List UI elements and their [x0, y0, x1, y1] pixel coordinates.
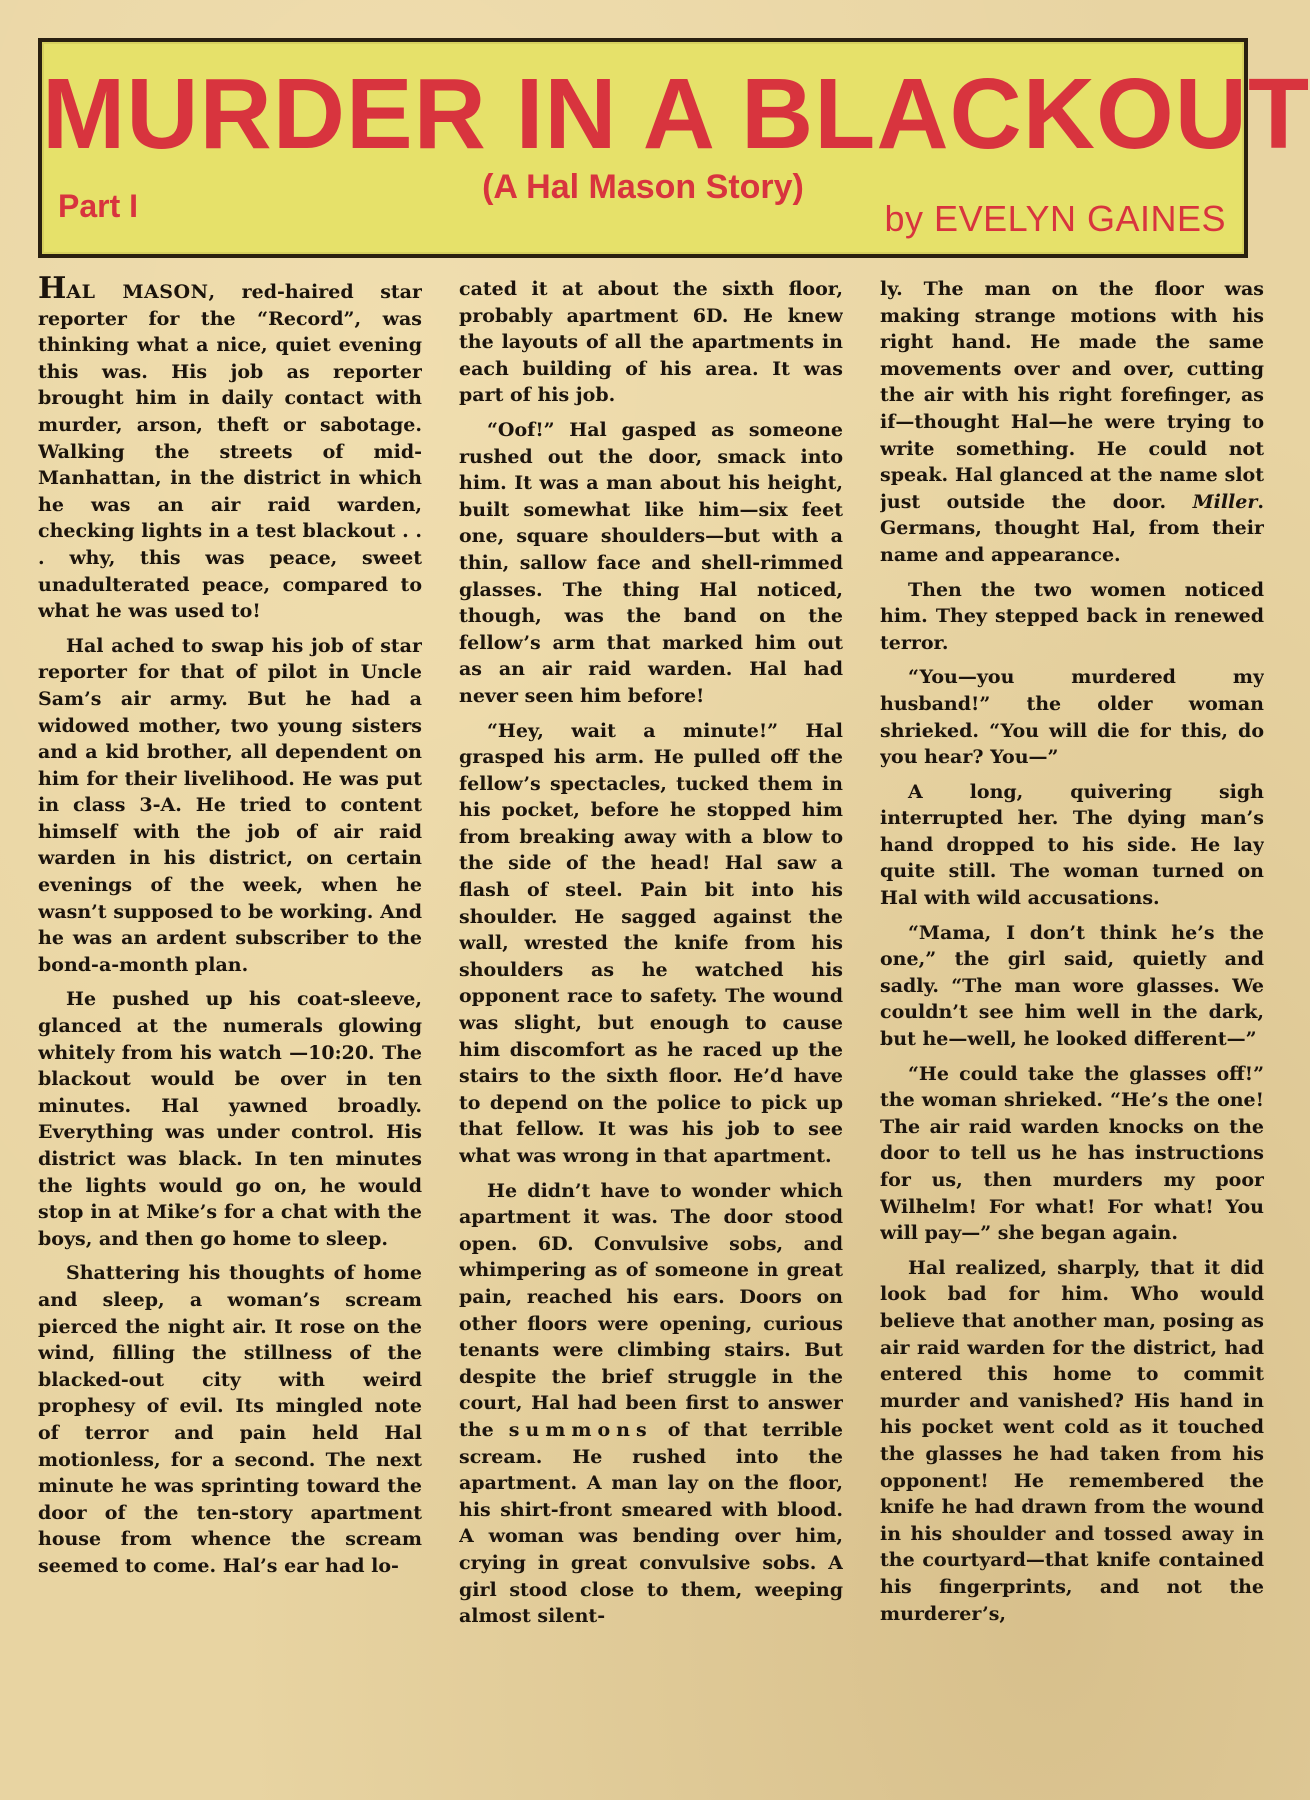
- column-1: [38, 276, 422, 1756]
- column-2: [459, 276, 843, 1756]
- paragraph: [38, 276, 422, 625]
- paragraph-text: ly. The man on the floor was making strange motions with his right hand. He made the same movements over and over, cutting the air with his right forefinger, as if—thought Hal—he were trying to write something. He could not speak. Hal glanced at the name slot just outside the door.: [880, 278, 1264, 513]
- paragraph-text: . Germans, thought Hal, from their name and appearance.: [880, 490, 1264, 566]
- paragraph: [459, 1178, 843, 1630]
- paragraph-text: , red-haired star reporter for the “Record”, was thinking what a nice, quiet evening this was. His job as reporter brought him in daily contact with murder, arson, theft or sabotage. Walking the streets of mid-Manhattan, in the district in which he was an air raid warden, checking lights in a test blackout . . . why, this was peace, sweet unadulterated peace, compared to what he was used to!: [38, 281, 422, 623]
- paragraph: He pushed up his coat-sleeve, glanced at the numerals glowing whitely from his watch —10:20. The blackout would be over in ten minutes. Hal yawned broadly. Everything was under control. His district was black. In ten minutes the lights would go on, he would stop in at Mike’s for a chat with the boys, and then go home to sleep.: [38, 988, 422, 1250]
- author-byline: by EVELYN GAINES: [884, 198, 1226, 239]
- paragraph: Hal ached to swap his job of star reporter for that of pilot in Uncle Sam’s air army. But he had a widowed mother, two young sisters and a kid brother, all dependent on him for their livelihood. He was put in class 3-A. He tried to content himself with the job of air raid warden in his district, on certain evenings of the week, when he wasn’t supposed to be working. And he was an ardent subscriber to the bond-a-month plan.: [38, 634, 422, 976]
- story-title: MURDER IN A BLACKOUT: [42, 58, 1310, 170]
- paragraph: “He could take the glasses off!” the woman shrieked. “He’s the one! The air raid warden knocks on the door to tell us he has instructions for us, then murders my poor Wilhelm! For what! For what! You will pay—” she began again.: [880, 1062, 1264, 1245]
- lead-in-name: AL MASON: [66, 281, 209, 303]
- paragraph: “You—you murdered my husband!” the older woman shrieked. “You will die for this, do you hear? You—”: [880, 666, 1264, 769]
- drop-cap: H: [38, 276, 67, 306]
- paragraph: “Oof!” Hal gasped as someone rushed out the door, smack into him. It was a man about his height, built somewhat like him—six feet one, square shoulders—but with a thin, sallow face and shell-rimmed glasses. The thing Hal noticed, though, was the band on the fellow’s arm that marked him out as an air raid warden. Hal had never seen him before!: [459, 418, 843, 707]
- paragraph: Hal realized, sharply, that it did look bad for him. Who would believe that another man, posing as air raid warden for the district, had entered this home to commit murder and vanished? His hand in his pocket went cold as it touched the glasses he had taken from his opponent! He remembered the knife he had drawn from the wound in his shoulder and tossed away in the courtyard—that knife contained his fingerprints, and not the murderer’s,: [880, 1256, 1264, 1625]
- paragraph: [880, 276, 1264, 569]
- column-3: [880, 276, 1264, 1756]
- paragraph: Shattering his thoughts of home and sleep, a woman’s scream pierced the night air. It rose on the wind, filling the stillness of the blacked-out city with weird prophesy of evil. Its mingled note of terror and pain held Hal motionless, for a second. The next minute he was sprinting toward the door of the ten-story apartment house from whence the scream seemed to come. Hal’s ear had lo-: [38, 1262, 422, 1577]
- paragraph: cated it at about the sixth floor, probably apartment 6D. He knew the layouts of all the apartments in each building of his area. It was part of his job.: [459, 278, 843, 407]
- paragraph-text: He didn’t have to wonder which apartment it was. The door stood open. 6D. Convulsive sobs, and whimpering as of someone in great pain, reached his ears. Doors on other floors were opening, curious tenants were climbing stairs. But despite the brief struggle in the court, Hal had been first to answer the: [459, 1179, 843, 1441]
- italic-name: Miller: [1192, 490, 1258, 513]
- spaced-word: summons: [508, 1418, 653, 1441]
- paragraph: Then the two women noticed him. They stepped back in renewed terror.: [880, 578, 1264, 654]
- paragraph-text: of that terrible scream. He rushed into the apartment. A man lay on the floor, his shirt-front smeared with blood. A woman was bending over him, crying in great convulsive sobs. A girl stood close to them, weeping almost silent-: [459, 1418, 843, 1628]
- paragraph: A long, quivering sigh interrupted her. The dying man’s hand dropped to his side. He lay quite still. The woman turned on Hal with wild accusations.: [880, 780, 1264, 910]
- part-label: Part I: [58, 188, 139, 224]
- story-subtitle: (A Hal Mason Story): [482, 168, 804, 206]
- title-banner: [38, 38, 1310, 258]
- paragraph: “Mama, I don’t think he’s the one,” the girl said, quietly and sadly. “The man wore glasses. We couldn’t see him well in the dark, but he—well, he looked different—”: [880, 921, 1264, 1051]
- story-columns: [38, 276, 1264, 1756]
- paragraph: “Hey, wait a minute!” Hal grasped his arm. He pulled off the fellow’s spectacles, tucked them in his pocket, before he stopped him from breaking away with a blow to the side of the head! Hal saw a flash of steel. Pain bit into his shoulder. He sagged against the wall, wrested the knife from his shoulders as he watched his opponent race to safety. The wound was slight, but enough to cause him discomfort as he raced up the stairs to the sixth floor. He’d have to depend on the police to pick up that fellow. It was his job to see what was wrong in that apartment.: [459, 719, 843, 1167]
